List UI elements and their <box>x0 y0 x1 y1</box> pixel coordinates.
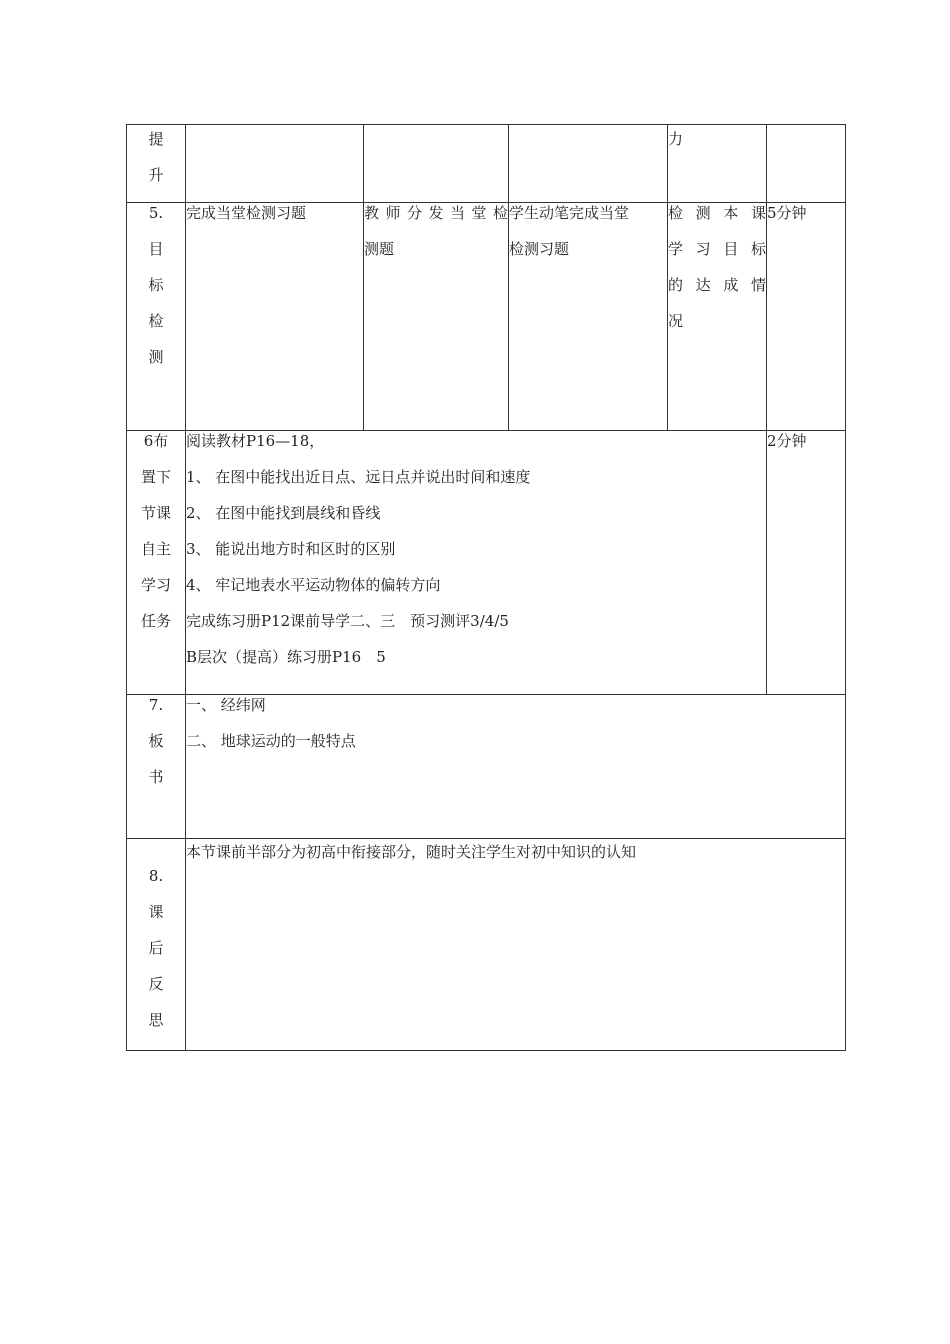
blackboard-line: 二、 地球运动的一般特点 <box>186 732 356 750</box>
row-blackboard <box>127 695 846 839</box>
stage-cell <box>127 431 186 695</box>
homework-line: 3、 能说出地方时和区时的区别 <box>186 540 396 558</box>
purpose-text: 力 <box>668 130 684 148</box>
stage-char: 书 <box>148 768 164 786</box>
homework-cell <box>186 431 767 695</box>
purpose-line: 检测本课 <box>668 204 766 222</box>
student-line: 学生动笔完成当堂 <box>509 204 630 222</box>
time-cell <box>767 203 846 431</box>
purpose-cell <box>668 125 767 203</box>
content-text: 完成当堂检测习题 <box>186 204 307 222</box>
stage-char: 自主 <box>140 540 171 558</box>
student-line: 检测习题 <box>509 240 570 258</box>
reflection-text: 本节课前半部分为初高中衔接部分，随时关注学生对初中知识的认知 <box>186 843 637 861</box>
blackboard-line: 一、 经纬网 <box>186 696 266 714</box>
teacher-cell <box>364 203 509 431</box>
stage-cell <box>127 203 186 431</box>
stage-char: 测 <box>148 348 164 366</box>
homework-line: 4、 牢记地表水平运动物体的偏转方向 <box>186 576 441 594</box>
student-cell <box>509 203 668 431</box>
stage-char: 节课 <box>140 504 171 522</box>
content-cell <box>186 203 364 431</box>
row-target-check <box>127 203 846 431</box>
content-cell <box>186 125 364 203</box>
stage-char: 板 <box>148 732 164 750</box>
teacher-cell <box>364 125 509 203</box>
stage-char: 7. <box>148 696 164 714</box>
stage-cell <box>127 839 186 1051</box>
stage-char: 标 <box>148 276 164 294</box>
row-homework <box>127 431 846 695</box>
homework-line: B层次（提高）练习册P16 5 <box>186 648 386 666</box>
student-cell <box>509 125 668 203</box>
stage-char: 5. <box>148 204 164 222</box>
purpose-line: 的达成情 <box>668 276 766 294</box>
stage-cell <box>127 125 186 203</box>
stage-char: 升 <box>148 166 164 184</box>
homework-line: 1、 在图中能找出近日点、远日点并说出时间和速度 <box>186 468 531 486</box>
stage-char: 思 <box>148 1011 164 1029</box>
purpose-line: 学习目标 <box>668 240 766 258</box>
stage-char: 学习 <box>140 576 171 594</box>
reflection-cell <box>186 839 846 1051</box>
stage-char: 任务 <box>140 612 171 630</box>
row-improve <box>127 125 846 203</box>
time-text: 5分钟 <box>767 204 807 222</box>
row-reflection <box>127 839 846 1051</box>
stage-char: 检 <box>148 312 164 330</box>
stage-char: 反 <box>148 975 164 993</box>
teacher-line: 教师分发当堂检 <box>364 204 508 222</box>
stage-cell <box>127 695 186 839</box>
stage-char: 置下 <box>140 468 171 486</box>
time-cell <box>767 431 846 695</box>
homework-line: 2、 在图中能找到晨线和昏线 <box>186 504 381 522</box>
homework-line: 完成练习册P12课前导学二、三 预习测评3/4/5 <box>186 612 509 630</box>
teacher-line: 测题 <box>364 240 395 258</box>
stage-char: 8. <box>148 867 164 885</box>
homework-line: 阅读教材P16—18， <box>186 432 325 450</box>
stage-char: 提 <box>148 130 164 148</box>
blackboard-cell <box>186 695 846 839</box>
stage-char: 6布 <box>143 432 169 450</box>
stage-char: 后 <box>148 939 164 957</box>
purpose-cell <box>668 203 767 431</box>
purpose-line: 况 <box>668 312 684 330</box>
time-cell <box>767 125 846 203</box>
stage-char: 目 <box>148 240 164 258</box>
stage-char: 课 <box>148 903 164 921</box>
lesson-plan-table <box>126 124 846 1051</box>
time-text: 2分钟 <box>767 432 807 450</box>
